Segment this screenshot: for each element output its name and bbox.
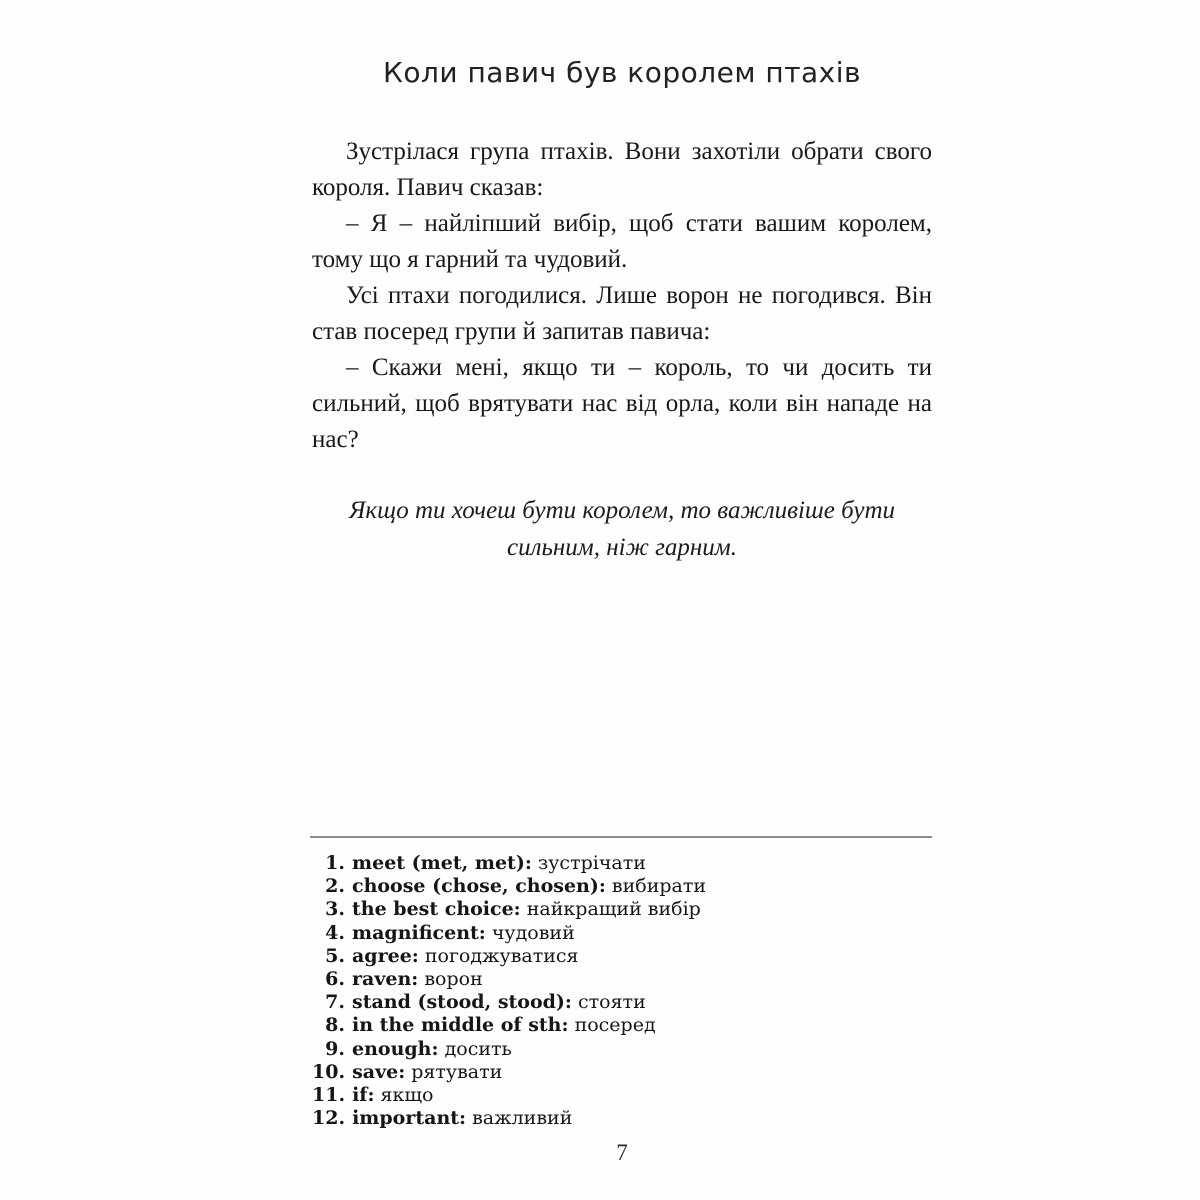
vocab-item-translation: найкращий вибір — [526, 898, 701, 921]
vocab-item-number: 8. — [325, 1014, 345, 1037]
story-title: Коли павич був королем птахів — [382, 56, 862, 89]
vocab-item-entry — [352, 922, 575, 945]
vocab-item-number: 10. — [312, 1060, 346, 1083]
vocab-item-entry — [352, 991, 646, 1014]
vocab-item — [312, 1107, 952, 1130]
vocab-item-number: 1. — [325, 852, 345, 874]
vocab-item — [312, 1084, 952, 1107]
vocab-item-translation: погоджуватися — [424, 944, 579, 967]
vocab-item-number: 2. — [325, 875, 345, 898]
vocab-item — [312, 898, 952, 921]
vocab-item-entry — [352, 1038, 512, 1061]
vocab-item-term: enough: — [352, 1037, 439, 1060]
vocab-item — [312, 945, 952, 968]
story-moral: Якщо ти хочеш бути королем, то важливіше бути сильним, ніж гарним. — [348, 497, 896, 561]
vocab-item — [312, 875, 952, 898]
vocab-item-number: 3. — [325, 898, 345, 921]
vocab-item-number: 7. — [325, 991, 345, 1014]
vocab-item-entry — [352, 1061, 502, 1084]
vocab-item-term: save: — [352, 1060, 406, 1083]
vocab-item-entry — [352, 1014, 656, 1037]
vocab-item-number: 5. — [325, 944, 345, 967]
vocab-item — [312, 968, 952, 991]
vocab-item-number: 6. — [325, 968, 345, 991]
vocab-item-translation: досить — [444, 1037, 512, 1060]
vocab-item-term: if: — [352, 1084, 375, 1107]
vocab-item-entry — [352, 898, 701, 921]
vocab-item-term: choose (chose, chosen): — [352, 875, 606, 898]
vocab-item-translation: зустрічати — [537, 852, 646, 874]
story-paragraph: – Я – найліпший вибір, щоб стати вашим королем, тому що я гарний та чудовий. — [312, 210, 932, 273]
vocab-item-number: 4. — [325, 921, 345, 944]
vocab-item — [312, 1061, 952, 1084]
vocab-item-translation: якщо — [380, 1084, 434, 1107]
story-paragraph: Зустрілася група птахів. Вони захотіли обрати свого короля. Павич сказав: — [312, 138, 932, 201]
vocab-item-translation: важливий — [472, 1107, 573, 1130]
vocab-item — [312, 1014, 952, 1037]
vocab-divider — [310, 836, 932, 838]
vocab-item-term: raven: — [352, 968, 419, 991]
vocab-item-entry — [352, 968, 483, 991]
vocab-item-number: 11. — [312, 1084, 346, 1107]
vocab-item-entry — [352, 852, 646, 875]
vocab-item-translation: вибирати — [611, 875, 707, 898]
vocab-item — [312, 1038, 952, 1061]
vocab-item-translation: чудовий — [491, 921, 575, 944]
vocab-item-term: magnificent: — [352, 921, 486, 944]
vocab-list — [312, 852, 952, 1130]
vocab-item-translation: стояти — [577, 991, 646, 1014]
vocab-item-term: agree: — [352, 944, 419, 967]
vocab-item-term: the best choice: — [352, 898, 521, 921]
page-number: 7 — [616, 1140, 628, 1165]
vocab-item — [312, 922, 952, 945]
vocab-item-translation: посеред — [574, 1014, 656, 1037]
story-paragraph: Усі птахи погодилися. Лише ворон не погодився. Він став посеред групи й запитав павича: — [312, 282, 932, 345]
vocab-item — [312, 852, 952, 875]
vocab-item-term: stand (stood, stood): — [352, 991, 572, 1014]
vocab-item-term: important: — [352, 1107, 467, 1130]
vocab-item-entry — [352, 1107, 572, 1130]
vocab-item-term: meet (met, met): — [352, 852, 532, 874]
story-text — [312, 134, 932, 458]
vocab-item-number: 12. — [312, 1107, 346, 1130]
vocab-item-entry — [352, 875, 706, 898]
vocab-item-translation: рятувати — [411, 1060, 503, 1083]
vocab-item-number: 9. — [325, 1037, 345, 1060]
vocab-item-term: in the middle of sth: — [352, 1014, 569, 1037]
story-paragraph: – Скажи мені, якщо ти – король, то чи досить ти сильний, щоб врятувати нас від орла, коли він нападе на нас? — [312, 354, 932, 453]
vocab-item-translation: ворон — [424, 968, 483, 991]
vocab-item-entry — [352, 945, 579, 968]
vocab-item — [312, 991, 952, 1014]
vocab-item-entry — [352, 1084, 433, 1107]
